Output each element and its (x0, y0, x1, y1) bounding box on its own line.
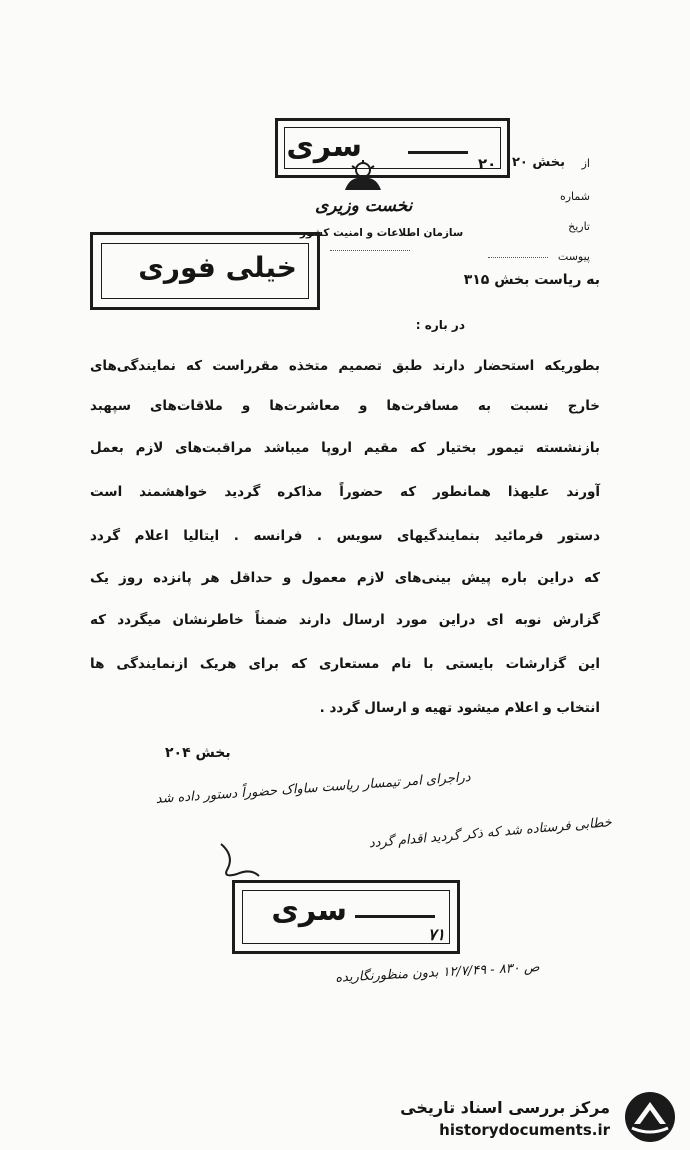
body-line-6: که دراین باره پیش بینی‌های لازم معمول و حداقل هر پانزده روز یک (90, 570, 600, 586)
body-line-3: بازنشسته تیمور بختیار که مقیم اروپا میباشد مراقبت‌های لازم بعمل (90, 440, 600, 456)
footer-logo-icon (622, 1090, 678, 1144)
letterhead-prime-minister: نخست وزیری (315, 196, 413, 216)
header-from (470, 157, 590, 170)
stamp-dash (355, 915, 435, 918)
signature-section: بخش ۲۰۴ (165, 745, 231, 761)
subject-label: در باره : (415, 318, 465, 332)
header-attachment (470, 250, 590, 263)
header-date (470, 220, 590, 233)
body-line-1: بطوریکه استحضار دارند طبق تصمیم متخذه مقرراست که نمایندگی‌های (90, 358, 600, 374)
stamp-dash (408, 151, 468, 154)
body-line-9: انتخاب و اعلام میشود تهیه و ارسال گردد . (319, 700, 600, 716)
letterhead-dots (330, 250, 410, 251)
bottom-secret-stamp (232, 880, 460, 954)
handwritten-note-1: دراجرای امر تیمسار ریاست ساواک حضوراً دستور داده شد (154, 770, 471, 807)
footer-center-name: مرکز بررسی اسناد تاریخی (400, 1098, 610, 1117)
date-label: تاریخ (568, 220, 590, 233)
letterhead-organization: سازمان اطلاعات و امنیت کشور (300, 227, 464, 239)
body-line-4: آورند علیهذا همانطور که حضوراً مذاکره گردید خواهشمند است (90, 484, 600, 500)
addressee: به ریاست بخش ۳۱۵ (463, 272, 600, 288)
from-label: از (581, 157, 590, 170)
header-number (470, 190, 590, 203)
signature-scribble-icon (215, 840, 265, 880)
top-secret-number: ۲۰ (478, 155, 497, 173)
section-label: بخش ۲۰ (511, 155, 565, 170)
bottom-secret-label: سری (271, 893, 347, 928)
footer-website: historydocuments.ir (439, 1121, 610, 1139)
attachment-dots (488, 257, 548, 258)
urgent-stamp (90, 232, 320, 310)
number-label: شماره (559, 190, 590, 203)
bottom-secret-number: ۷۱ (427, 925, 445, 944)
attachment-label: پیوست (557, 250, 590, 263)
body-line-2: خارج نسبت به مسافرت‌ها و معاشرت‌ها و ملاقات‌های سپهبد (90, 398, 600, 414)
handwritten-note-2: خطابی فرستاده شد که ذکر گردید اقدام گردد (368, 815, 613, 852)
bottom-handwritten-note: ص ۸۳۰ - ۱۲/۷/۴۹ بدون منظورنگاریده (335, 960, 541, 986)
top-secret-label: سری (286, 129, 362, 164)
lion-sun-emblem-icon (340, 158, 386, 196)
body-line-5: دستور فرمائید بنمایندگیهای سویس . فرانسه . ایتالیا اعلام گردد (90, 528, 600, 544)
urgent-label: خیلی فوری (138, 251, 297, 284)
body-line-8: این گزارشات بایستی با نام مستعاری که برای هریک ازنمایندگی ها (90, 656, 600, 672)
body-line-7: گزارش نوبه ای دراین مورد ارسال دارند ضمناً خاطرنشان میگردد که (90, 612, 600, 628)
